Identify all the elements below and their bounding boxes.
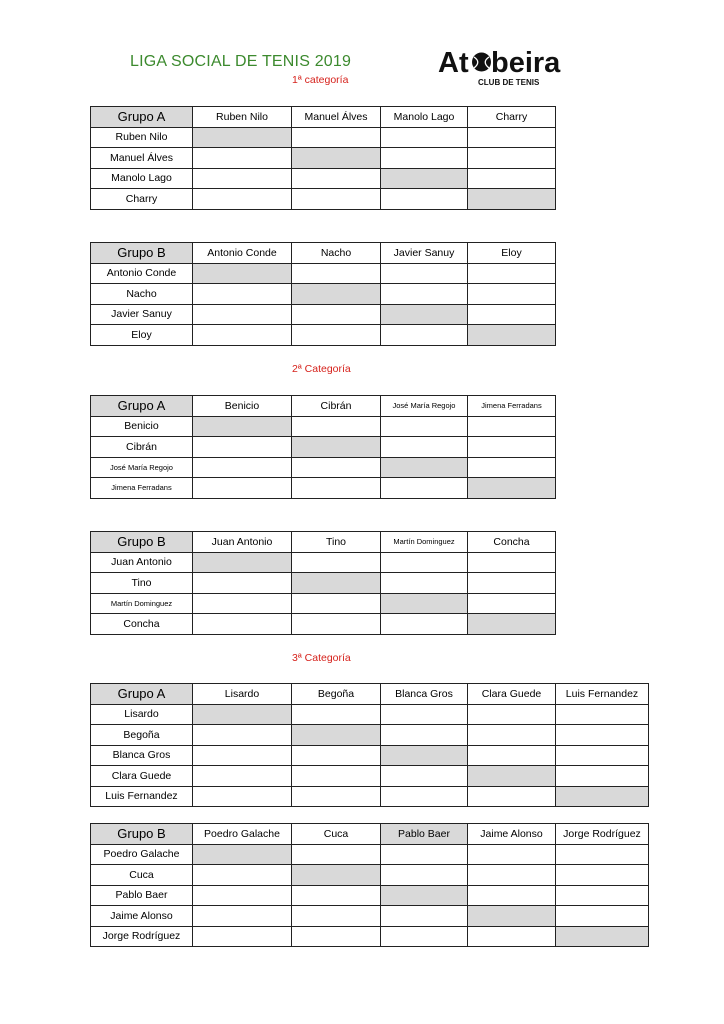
result-cell[interactable] — [381, 127, 468, 148]
self-match-cell — [193, 844, 292, 865]
result-cell[interactable] — [468, 304, 556, 325]
col-header: Tino — [292, 532, 381, 553]
svg-text:CLUB DE TENIS: CLUB DE TENIS — [478, 78, 540, 87]
result-cell[interactable] — [381, 766, 468, 787]
self-match-cell — [292, 284, 381, 305]
result-cell[interactable] — [556, 766, 649, 787]
result-cell[interactable] — [468, 573, 556, 594]
result-cell[interactable] — [381, 263, 468, 284]
col-header: Pablo Baer — [381, 824, 468, 845]
cat1-group-b-table — [90, 242, 556, 346]
col-header: Eloy — [468, 243, 556, 264]
result-cell[interactable] — [193, 148, 292, 169]
result-cell[interactable] — [292, 906, 381, 927]
row-header: Ruben Nilo — [91, 127, 193, 148]
col-header: Blanca Gros — [381, 684, 468, 705]
result-cell[interactable] — [193, 766, 292, 787]
col-header: Jorge Rodríguez — [556, 824, 649, 845]
col-header: Javier Sanuy — [381, 243, 468, 264]
result-cell[interactable] — [193, 885, 292, 906]
result-cell[interactable] — [292, 704, 381, 725]
self-match-cell — [292, 437, 381, 458]
row-header: Jimena Ferradans — [91, 478, 193, 499]
result-cell[interactable] — [292, 844, 381, 865]
result-cell[interactable] — [556, 704, 649, 725]
col-header: Charry — [468, 107, 556, 128]
self-match-cell — [381, 593, 468, 614]
result-cell[interactable] — [468, 926, 556, 947]
self-match-cell — [468, 766, 556, 787]
row-header: Cuca — [91, 865, 193, 886]
result-cell[interactable] — [292, 786, 381, 807]
col-header: Cibrán — [292, 396, 381, 417]
self-match-cell — [468, 614, 556, 635]
self-match-cell — [193, 552, 292, 573]
group-name: Grupo B — [91, 824, 193, 845]
result-cell[interactable] — [193, 725, 292, 746]
cat2-group-b-table — [90, 531, 556, 635]
result-cell[interactable] — [468, 457, 556, 478]
result-cell[interactable] — [193, 926, 292, 947]
col-header: Lisardo — [193, 684, 292, 705]
row-header: Poedro Galache — [91, 844, 193, 865]
col-header: Benicio — [193, 396, 292, 417]
row-header: Begoña — [91, 725, 193, 746]
row-header: Concha — [91, 614, 193, 635]
row-header: Jaime Alonso — [91, 906, 193, 927]
row-header: Blanca Gros — [91, 745, 193, 766]
result-cell[interactable] — [193, 189, 292, 210]
col-header: Begoña — [292, 684, 381, 705]
row-header: Tino — [91, 573, 193, 594]
row-header: Pablo Baer — [91, 885, 193, 906]
result-cell[interactable] — [292, 127, 381, 148]
row-header: Benicio — [91, 416, 193, 437]
cat3-group-b-table — [90, 823, 649, 947]
result-cell[interactable] — [381, 865, 468, 886]
row-header: Eloy — [91, 325, 193, 346]
result-cell[interactable] — [193, 573, 292, 594]
self-match-cell — [292, 725, 381, 746]
result-cell[interactable] — [193, 593, 292, 614]
result-cell[interactable] — [292, 478, 381, 499]
col-header: Cuca — [292, 824, 381, 845]
self-match-cell — [556, 926, 649, 947]
row-header: Juan Antonio — [91, 552, 193, 573]
result-cell[interactable] — [468, 127, 556, 148]
cat2-group-a-table — [90, 395, 556, 499]
result-cell[interactable] — [468, 885, 556, 906]
result-cell[interactable] — [193, 437, 292, 458]
row-header: Lisardo — [91, 704, 193, 725]
result-cell[interactable] — [193, 745, 292, 766]
result-cell[interactable] — [292, 416, 381, 437]
result-cell[interactable] — [193, 325, 292, 346]
result-cell[interactable] — [193, 478, 292, 499]
col-header: Luis Fernandez — [556, 684, 649, 705]
result-cell[interactable] — [292, 457, 381, 478]
atobeira-logo — [438, 48, 588, 92]
group-name: Grupo B — [91, 532, 193, 553]
result-cell[interactable] — [193, 168, 292, 189]
result-cell[interactable] — [381, 906, 468, 927]
result-cell[interactable] — [556, 865, 649, 886]
group-name: Grupo A — [91, 396, 193, 417]
result-cell[interactable] — [468, 263, 556, 284]
result-cell[interactable] — [292, 552, 381, 573]
row-header: Jorge Rodríguez — [91, 926, 193, 947]
self-match-cell — [193, 127, 292, 148]
result-cell[interactable] — [193, 304, 292, 325]
result-cell[interactable] — [381, 786, 468, 807]
row-header: Manuel Álves — [91, 148, 193, 169]
page-title: LIGA SOCIAL DE TENIS 2019 — [130, 53, 352, 70]
svg-text:At: At — [438, 48, 469, 79]
result-cell[interactable] — [468, 148, 556, 169]
row-header: Charry — [91, 189, 193, 210]
self-match-cell — [381, 168, 468, 189]
row-header: Manolo Lago — [91, 168, 193, 189]
result-cell[interactable] — [292, 304, 381, 325]
result-cell[interactable] — [468, 593, 556, 614]
result-cell[interactable] — [381, 437, 468, 458]
result-cell[interactable] — [193, 614, 292, 635]
row-header: Martín Dominguez — [91, 593, 193, 614]
col-header: Manolo Lago — [381, 107, 468, 128]
result-cell[interactable] — [292, 614, 381, 635]
result-cell[interactable] — [292, 926, 381, 947]
result-cell[interactable] — [381, 148, 468, 169]
group-name: Grupo B — [91, 243, 193, 264]
col-header: Ruben Nilo — [193, 107, 292, 128]
row-header: José María Regojo — [91, 457, 193, 478]
result-cell[interactable] — [556, 745, 649, 766]
result-cell[interactable] — [292, 168, 381, 189]
col-header: Jaime Alonso — [468, 824, 556, 845]
result-cell[interactable] — [556, 844, 649, 865]
row-header: Clara Guede — [91, 766, 193, 787]
self-match-cell — [381, 304, 468, 325]
col-header: Nacho — [292, 243, 381, 264]
col-header: Juan Antonio — [193, 532, 292, 553]
result-cell[interactable] — [468, 725, 556, 746]
category-3-label: 3ª Categoría — [292, 652, 351, 664]
result-cell[interactable] — [381, 573, 468, 594]
row-header: Luis Fernandez — [91, 786, 193, 807]
result-cell[interactable] — [468, 704, 556, 725]
row-header: Javier Sanuy — [91, 304, 193, 325]
col-header: Concha — [468, 532, 556, 553]
result-cell[interactable] — [292, 189, 381, 210]
result-cell[interactable] — [292, 325, 381, 346]
result-cell[interactable] — [292, 263, 381, 284]
self-match-cell — [556, 786, 649, 807]
self-match-cell — [292, 573, 381, 594]
row-header: Antonio Conde — [91, 263, 193, 284]
result-cell[interactable] — [381, 189, 468, 210]
result-cell[interactable] — [381, 704, 468, 725]
result-cell[interactable] — [468, 168, 556, 189]
col-header: Poedro Galache — [193, 824, 292, 845]
self-match-cell — [381, 885, 468, 906]
result-cell[interactable] — [556, 906, 649, 927]
result-cell[interactable] — [381, 284, 468, 305]
col-header: Martín Dominguez — [381, 532, 468, 553]
result-cell[interactable] — [381, 614, 468, 635]
cat1-group-a-table — [90, 106, 556, 210]
self-match-cell — [381, 457, 468, 478]
col-header: Jimena Ferradans — [468, 396, 556, 417]
result-cell[interactable] — [193, 865, 292, 886]
result-cell[interactable] — [193, 284, 292, 305]
self-match-cell — [381, 745, 468, 766]
svg-text:beira: beira — [491, 48, 561, 79]
self-match-cell — [193, 704, 292, 725]
result-cell[interactable] — [381, 325, 468, 346]
result-cell[interactable] — [556, 885, 649, 906]
result-cell[interactable] — [193, 786, 292, 807]
col-header: José María Regojo — [381, 396, 468, 417]
result-cell[interactable] — [468, 745, 556, 766]
result-cell[interactable] — [292, 745, 381, 766]
result-cell[interactable] — [468, 284, 556, 305]
result-cell[interactable] — [468, 786, 556, 807]
cat3-group-a-table — [90, 683, 649, 807]
result-cell[interactable] — [381, 552, 468, 573]
result-cell[interactable] — [381, 725, 468, 746]
self-match-cell — [292, 148, 381, 169]
result-cell[interactable] — [292, 885, 381, 906]
result-cell[interactable] — [381, 926, 468, 947]
result-cell[interactable] — [193, 457, 292, 478]
result-cell[interactable] — [468, 552, 556, 573]
category-1-label: 1ª categoría — [292, 74, 349, 86]
result-cell[interactable] — [468, 416, 556, 437]
row-header: Cibrán — [91, 437, 193, 458]
result-cell[interactable] — [381, 844, 468, 865]
self-match-cell — [468, 478, 556, 499]
self-match-cell — [468, 189, 556, 210]
self-match-cell — [468, 325, 556, 346]
self-match-cell — [193, 416, 292, 437]
result-cell[interactable] — [292, 766, 381, 787]
group-name: Grupo A — [91, 107, 193, 128]
self-match-cell — [468, 906, 556, 927]
self-match-cell — [193, 263, 292, 284]
result-cell[interactable] — [381, 416, 468, 437]
group-name: Grupo A — [91, 684, 193, 705]
self-match-cell — [292, 865, 381, 886]
result-cell[interactable] — [468, 844, 556, 865]
result-cell[interactable] — [193, 906, 292, 927]
row-header: Nacho — [91, 284, 193, 305]
result-cell[interactable] — [292, 593, 381, 614]
result-cell[interactable] — [468, 437, 556, 458]
category-2-label: 2ª Categoría — [292, 363, 351, 375]
result-cell[interactable] — [381, 478, 468, 499]
col-header: Clara Guede — [468, 684, 556, 705]
result-cell[interactable] — [556, 725, 649, 746]
col-header: Antonio Conde — [193, 243, 292, 264]
col-header: Manuel Álves — [292, 107, 381, 128]
result-cell[interactable] — [468, 865, 556, 886]
